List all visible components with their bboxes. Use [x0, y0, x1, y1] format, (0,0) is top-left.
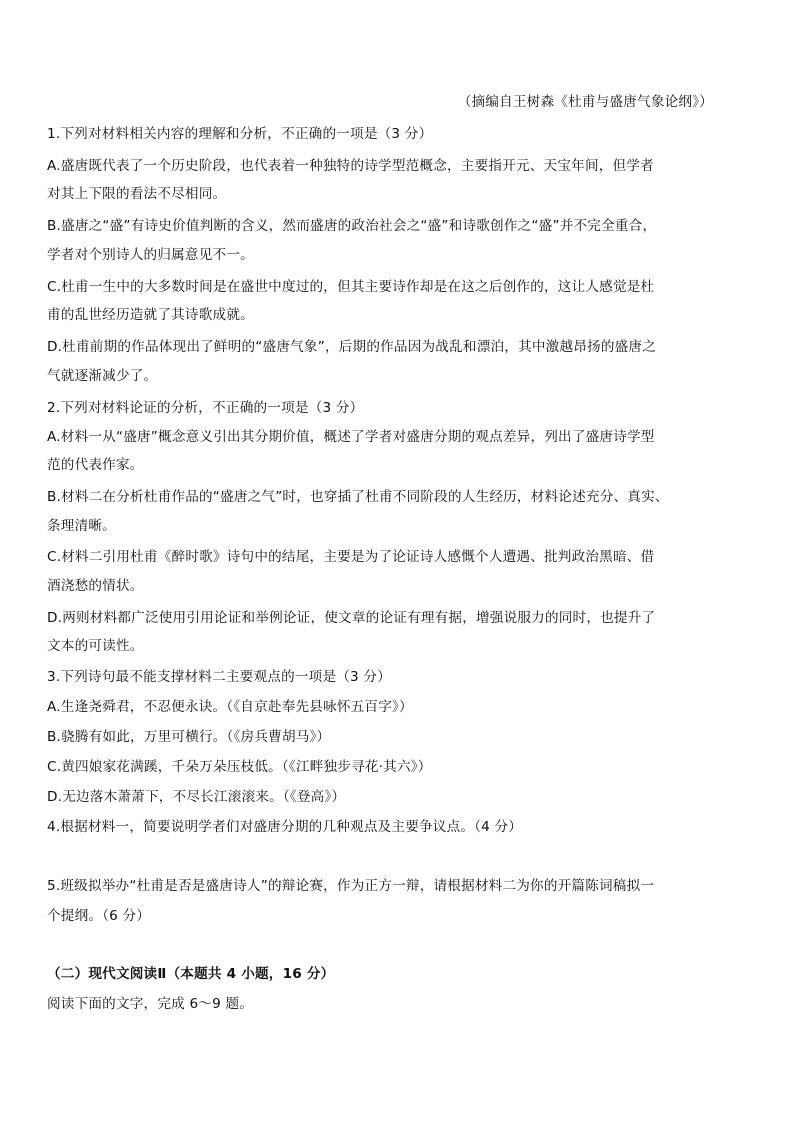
question-2-option-a-line-1: A.材料一从“盛唐”概念意义引出其分期价值，概述了学者对盛唐分期的观点差异，列出了盛唐诗学型 [47, 429, 655, 445]
question-2-option-b-line-1: B.材料二在分析杜甫作品的“盛唐之气”时，也穿插了杜甫不同阶段的人生经历，材料论述充分、真实、 [47, 489, 669, 505]
question-2-option-d-line-2: 文本的可读性。 [47, 638, 144, 654]
question-3-option-a: A.生逢尧舜君，不忍便永诀。（《自京赴奉先县咏怀五百字》） [47, 699, 413, 715]
question-1-option-c-line-1: C.杜甫一生中的大多数时间是在盛世中度过的，但其主要诗作却是在这之后创作的，这让人感觉是杜 [47, 279, 655, 295]
question-3-option-d: D.无边落木萧萧下，不尽长江滚滚来。（《登高》） [47, 789, 346, 805]
question-1-option-c-line-2: 甫的乱世经历造就了其诗歌成就。 [47, 307, 254, 323]
question-1-stem: 1.下列对材料相关内容的理解和分析，不正确的一项是（3 分） [47, 126, 433, 142]
section-heading: （二）现代文阅读Ⅱ（本题共 4 小题，16 分） [47, 966, 335, 982]
question-2-stem: 2.下列对材料论证的分析，不正确的一项是（3 分） [47, 400, 364, 416]
question-2-option-c-line-1: C.材料二引用杜甫《醉时歌》诗句中的结尾，主要是为了论证诗人感慨个人遭遇、批判政治黑暗、借 [47, 549, 655, 565]
question-1-option-a-line-1: A.盛唐既代表了一个历史阶段，也代表着一种独特的诗学型范概念，主要指开元、天宝年间，但学者 [47, 158, 654, 174]
question-3-option-b: B.骁腾有如此，万里可横行。（《房兵曹胡马》） [47, 729, 331, 745]
source-citation: （摘编自王树森《杜甫与盛唐气象论纲》） [457, 94, 713, 110]
question-2-option-d-line-1: D.两则材料都广泛使用引用论证和举例论证，使文章的论证有理有据，增强说服力的同时，也提升了 [47, 610, 656, 626]
question-1-option-d-line-2: 气就逐渐减少了。 [47, 368, 158, 384]
question-3-stem: 3.下列诗句最不能支撑材料二主要观点的一项是（3 分） [47, 669, 391, 685]
question-3-option-c: C.黄四娘家花满蹊，千朵万朵压枝低。（《江畔独步寻花·其六》） [47, 759, 432, 775]
section-instruction: 阅读下面的文字，完成 6～9 题。 [47, 996, 254, 1012]
question-1-option-b-line-1: B.盛唐之“盛”有诗史价值判断的含义，然而盛唐的政治社会之“盛”和诗歌创作之“盛”并不完全重合， [47, 218, 657, 234]
question-2-option-c-line-2: 酒浇愁的情状。 [47, 578, 144, 594]
question-1-option-a-line-2: 对其上下限的看法不尽相同。 [47, 186, 227, 202]
question-5-stem: 5.班级拟举办“杜甫是否是盛唐诗人”的辩论赛，作为正方一辩，请根据材料二为你的开篇陈词稿拟一 [47, 878, 655, 894]
question-2-option-b-line-2: 条理清晰。 [47, 518, 116, 534]
question-1-option-d-line-1: D.杜甫前期的作品体现出了鲜明的“盛唐气象”，后期的作品因为战乱和漂泊，其中激越昂扬的盛唐之 [47, 339, 657, 355]
question-4-stem: 4.根据材料一，简要说明学者们对盛唐分期的几种观点及主要争议点。（4 分） [47, 819, 523, 835]
question-5-stem-continuation: 个提纲。（6 分） [47, 908, 151, 924]
question-2-option-a-line-2: 范的代表作家。 [47, 457, 144, 473]
question-1-option-b-line-2: 学者对个别诗人的归属意见不一。 [47, 247, 254, 263]
